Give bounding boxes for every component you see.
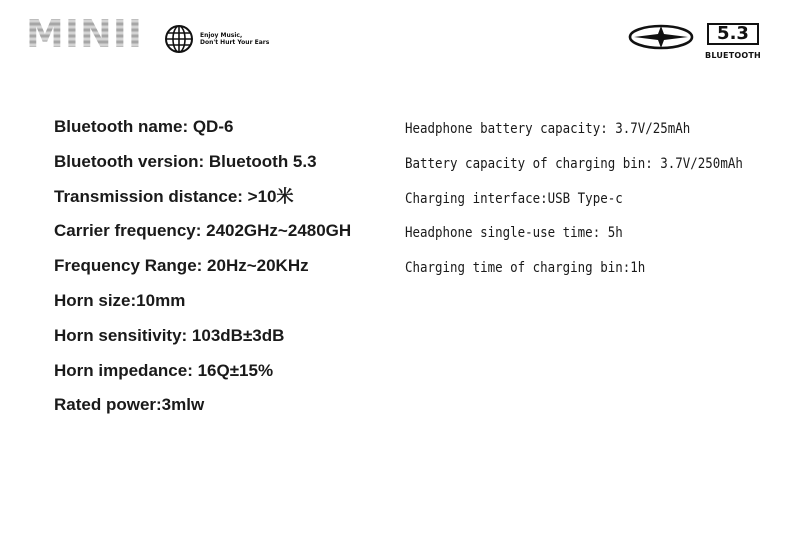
spec-list-left — [54, 116, 351, 429]
brand-logo: MINII — [26, 12, 144, 56]
spec-transmission-distance: Transmission distance: >10米 — [54, 186, 294, 206]
tagline — [200, 32, 269, 46]
spec-bluetooth-version: Bluetooth version: Bluetooth 5.3 — [54, 151, 317, 171]
tagline-line-2: Don't Hurt Your Ears — [200, 39, 270, 46]
spec-charging-interface: Charging interface:USB Type-c — [405, 190, 623, 207]
spec-horn-impedance: Horn impedance: 16Q±15% — [54, 360, 274, 380]
bluetooth-label: BLUETOOTH — [705, 51, 761, 60]
globe-icon — [164, 24, 194, 54]
spec-horn-sensitivity: Horn sensitivity: 103dB±3dB — [54, 325, 285, 345]
header — [0, 0, 790, 80]
spec-horn-size: Horn size:10mm — [54, 290, 186, 310]
spec-bluetooth-name: Bluetooth name: QD-6 — [54, 117, 234, 136]
spec-rated-power: Rated power:3mlw — [54, 395, 205, 415]
sparkle-planet-icon — [628, 24, 694, 50]
spec-carrier-frequency: Carrier frequency: 2402GHz~2480GH — [54, 221, 352, 241]
spec-headphone-battery: Headphone battery capacity: 3.7V/25mAh — [405, 121, 691, 137]
spec-frequency-range: Frequency Range: 20Hz~20KHz — [54, 256, 309, 276]
spec-charging-time: Charging time of charging bin:1h — [405, 260, 646, 277]
spec-single-use-time: Headphone single-use time: 5h — [405, 225, 623, 242]
spec-charging-bin-battery: Battery capacity of charging bin: 3.7V/250mAh — [405, 155, 743, 172]
tagline-line-1: Enjoy Music, — [200, 32, 243, 39]
bluetooth-version-badge: 5.3 — [707, 23, 759, 45]
spec-list-right — [405, 118, 790, 292]
